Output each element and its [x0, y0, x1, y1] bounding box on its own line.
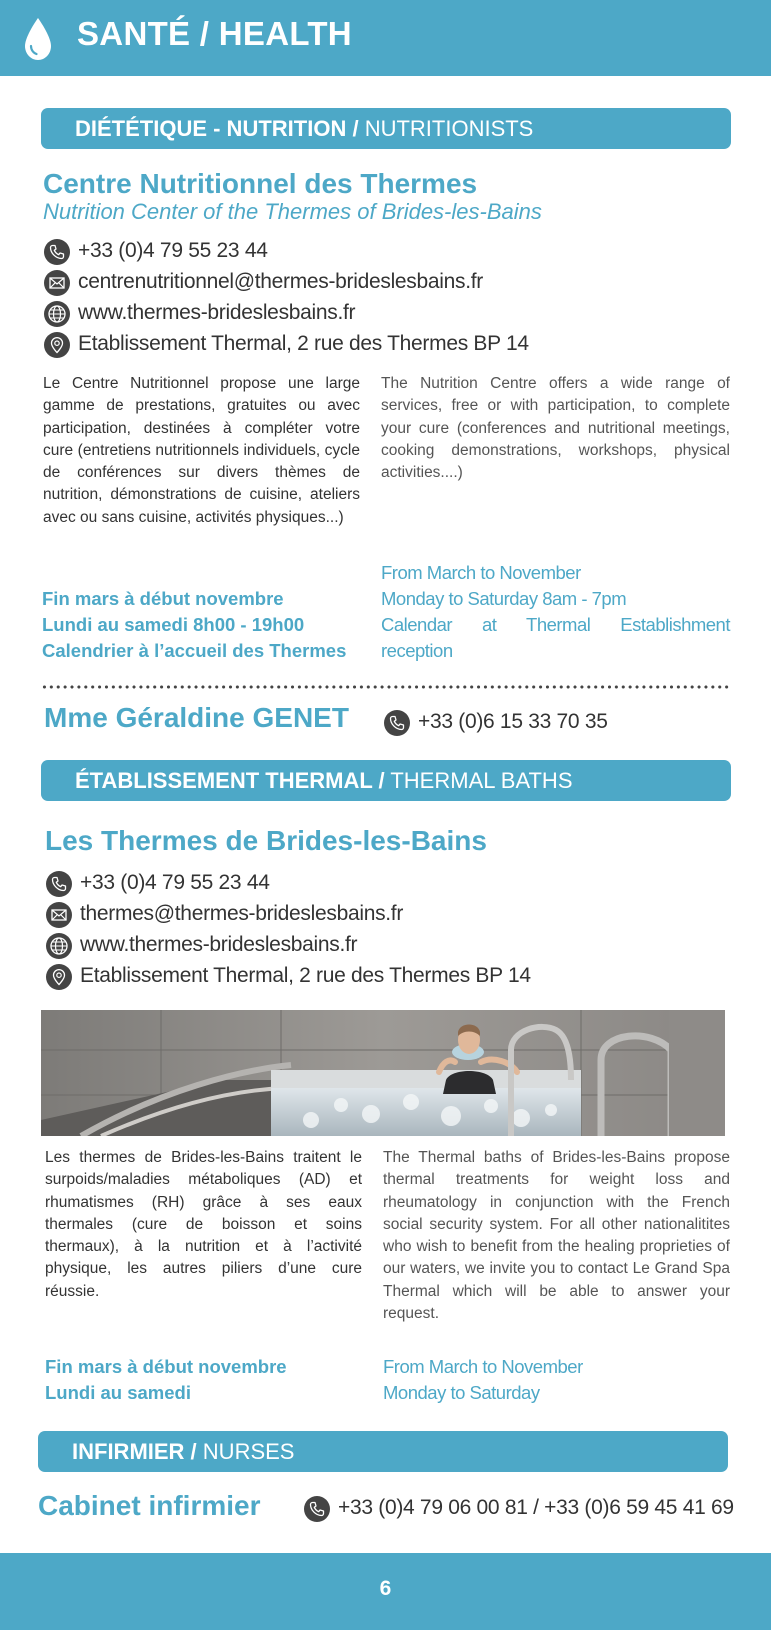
- email-link[interactable]: centrenutritionnel@thermes-brideslesbains.fr: [78, 270, 483, 293]
- website-link[interactable]: www.thermes-brideslesbains.fr: [80, 933, 358, 956]
- hours-line: From March to November: [383, 1356, 583, 1377]
- hours-line: Monday to Saturday 8am - 7pm: [381, 588, 627, 609]
- page-title: SANTÉ / HEALTH: [77, 15, 352, 52]
- hours-line: From March to November: [381, 562, 581, 583]
- phone-icon: [43, 238, 71, 266]
- phone-icon: [303, 1495, 331, 1523]
- water-drop-icon: [22, 16, 54, 62]
- hours-line: Calendrier à l’accueil des Thermes: [42, 640, 347, 661]
- dotted-divider: [41, 685, 731, 689]
- mail-icon: [45, 901, 73, 929]
- org-title: Les Thermes de Brides-les-Bains: [45, 825, 487, 856]
- hours-line: Fin mars à début novembre: [42, 588, 284, 609]
- section-title-en: NUTRITIONISTS: [364, 116, 534, 141]
- address-text: Etablissement Thermal, 2 rue des Thermes BP 14: [78, 332, 529, 355]
- description-fr: Les thermes de Brides-les-Bains traitent le surpoids/maladies métaboliques (AD) et rhumatismes (RH) grâce à ses eaux thermales (cure de boisson et soins thermaux), à la nutrition et à l’activité physique, les autres piliers d’une cure réussie.: [45, 1149, 362, 1300]
- hours-line: Monday to Saturday: [383, 1382, 540, 1403]
- page-footer: [0, 1553, 771, 1630]
- hydrotherapy-bath-photo: [41, 1010, 725, 1136]
- phone-numbers[interactable]: +33 (0)4 79 06 00 81 / +33 (0)6 59 45 41 69: [338, 1496, 734, 1519]
- description-en: The Nutrition Centre offers a wide range of services, free or with participation, to complete your cure (conferences and nutritional meetings, cooking demonstrations, workshops, physical activities....): [381, 375, 730, 482]
- website-link[interactable]: www.thermes-brideslesbains.fr: [78, 301, 356, 324]
- opening-hours-en: [383, 1354, 583, 1406]
- globe-icon: [43, 300, 71, 328]
- section-title-en: THERMAL BATHS: [390, 768, 573, 793]
- section-bar-thermal: [41, 760, 731, 801]
- email-link[interactable]: thermes@thermes-brideslesbains.fr: [80, 902, 404, 925]
- opening-hours-fr: [42, 586, 346, 664]
- hours-line: Fin mars à début novembre: [45, 1356, 287, 1377]
- location-pin-icon: [43, 331, 71, 359]
- phone-icon: [45, 870, 73, 898]
- phone-icon: [383, 709, 411, 737]
- opening-hours-en: [381, 560, 730, 664]
- page-number: 6: [379, 1577, 392, 1600]
- contact-person-name: Mme Géraldine GENET: [44, 702, 349, 733]
- section-bar-nurses: [38, 1431, 728, 1472]
- nurse-office-name: Cabinet infirmier: [38, 1490, 261, 1521]
- location-pin-icon: [45, 963, 73, 991]
- section-title-fr: INFIRMIER /: [72, 1439, 197, 1464]
- phone-number[interactable]: +33 (0)6 15 33 70 35: [418, 710, 608, 733]
- org-subtitle: Nutrition Center of the Thermes of Brides-les-Bains: [43, 199, 542, 224]
- description-en: The Thermal baths of Brides-les-Bains propose thermal treatments for weight loss and rheumatology in conjunction with the French social security system. For all other nationalitites who wish to benefit from the healing proprieties of our waters, we invite you to contact Le Grand Spa Thermal which will be able to answer your request.: [383, 1149, 730, 1323]
- section-title-fr: ÉTABLISSEMENT THERMAL /: [75, 768, 385, 793]
- section-title-en: NURSES: [202, 1439, 295, 1464]
- hours-line: Lundi au samedi 8h00 - 19h00: [42, 614, 305, 635]
- globe-icon: [45, 932, 73, 960]
- section-bar-nutrition: [41, 108, 731, 149]
- section-title-fr: DIÉTÉTIQUE - NUTRITION /: [75, 116, 359, 141]
- hours-line: Lundi au samedi: [45, 1382, 191, 1403]
- description-fr: Le Centre Nutritionnel propose une large gamme de prestations, gratuites ou avec participation, destinées à compléter votre cure (entretiens nutritionnels individuels, cycle de conférences sur divers thèmes de nutrition, démonstrations de cuisine, ateliers avec ou sans cuisine, activités physiques...): [43, 375, 360, 526]
- hours-line: Calendar at Thermal Establishment reception: [381, 614, 730, 661]
- phone-number[interactable]: +33 (0)4 79 55 23 44: [78, 239, 268, 262]
- page-header: [0, 0, 771, 76]
- mail-icon: [43, 269, 71, 297]
- org-title: Centre Nutritionnel des Thermes: [43, 168, 478, 199]
- address-text: Etablissement Thermal, 2 rue des Thermes BP 14: [80, 964, 531, 987]
- phone-number[interactable]: +33 (0)4 79 55 23 44: [80, 871, 270, 894]
- opening-hours-fr: [45, 1354, 287, 1406]
